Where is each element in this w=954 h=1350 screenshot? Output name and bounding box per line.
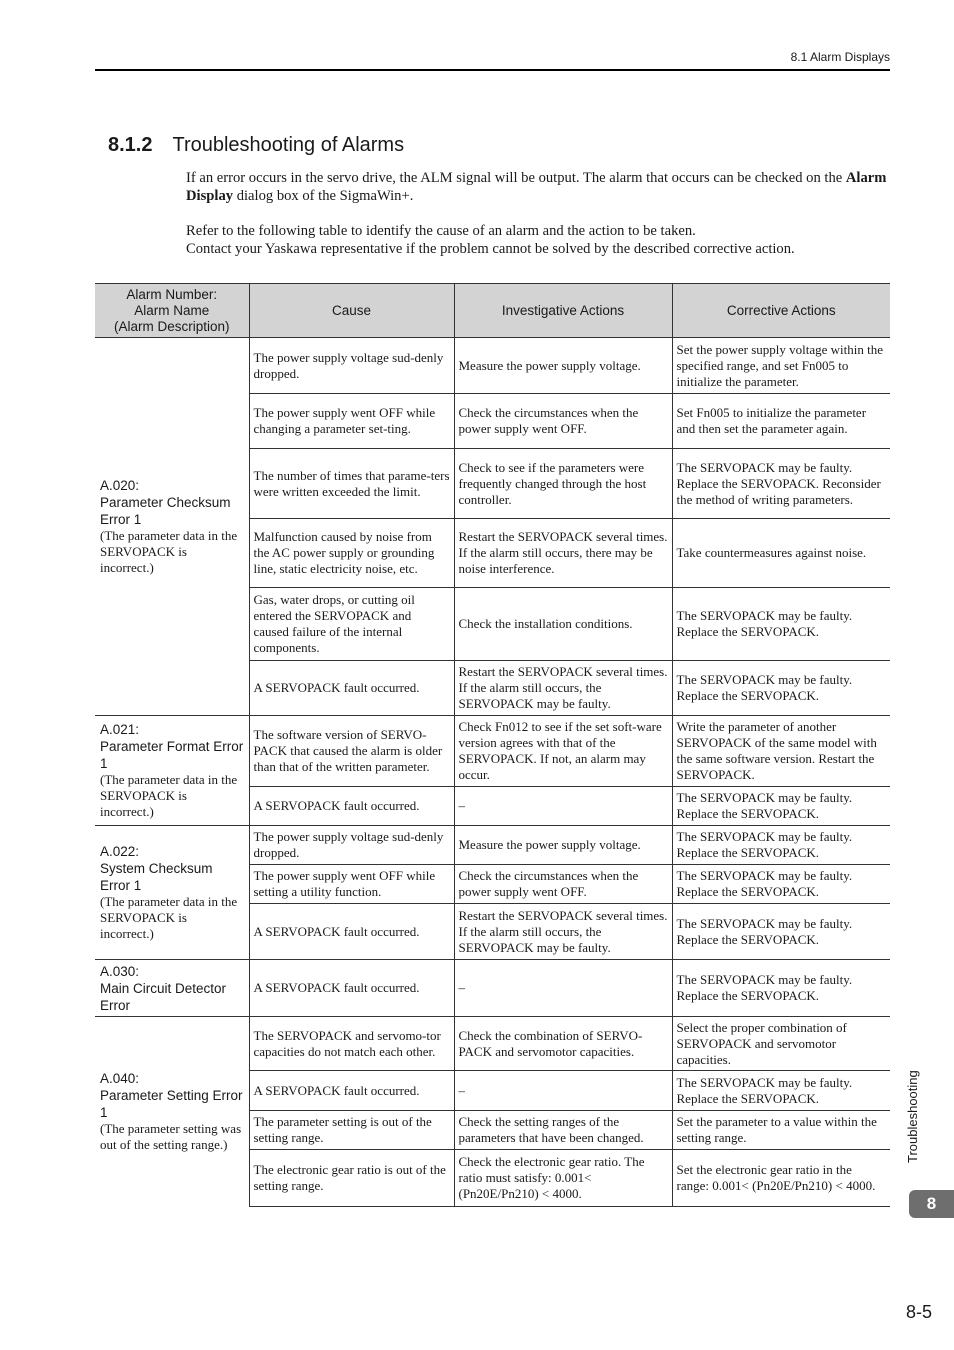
alarm-name: Parameter Setting Error 1 — [100, 1088, 243, 1121]
investigative-action-cell: – — [454, 787, 672, 826]
corrective-action-cell: The SERVOPACK may be faulty. Replace the SERVOPACK. Reconsider the method of writing parameters. — [672, 449, 890, 519]
investigative-action-cell: – — [454, 1071, 672, 1111]
cause-cell: The power supply went OFF while changing a parameter set-ting. — [249, 394, 454, 449]
cause-cell: Gas, water drops, or cutting oil entered the SERVOPACK and caused failure of the internal components. — [249, 588, 454, 661]
intro-paragraph-2 — [186, 222, 890, 258]
cause-cell: Malfunction caused by noise from the AC power supply or grounding line, static electricity noise, etc. — [249, 519, 454, 588]
investigative-action-cell: Check the circumstances when the power supply went OFF. — [454, 394, 672, 449]
investigative-action-cell: Check Fn012 to see if the set soft-ware version agrees with that of the SERVOPACK. If not, an alarm may occur. — [454, 716, 672, 787]
intro-paragraph-1 — [186, 169, 890, 205]
side-tab-label: Troubleshooting — [905, 1070, 920, 1163]
investigative-action-cell: Check the circumstances when the power supply went OFF. — [454, 865, 672, 904]
header-line: (Alarm Description) — [113, 318, 230, 334]
investigative-action-cell: Check to see if the parameters were frequently changed through the host controller. — [454, 449, 672, 519]
running-header: 8.1 Alarm Displays — [790, 50, 890, 64]
investigative-action-cell: – — [454, 960, 672, 1017]
alarm-name: Parameter Checksum Error 1 — [100, 495, 231, 527]
alarm-description: (The parameter data in the SERVOPACK is incorrect.) — [100, 894, 238, 941]
corrective-action-cell: Set the electronic gear ratio in the range: 0.001< (Pn20E/Pn210) < 4000. — [672, 1150, 890, 1207]
alarm-description: (The parameter setting was out of the setting range.) — [100, 1121, 242, 1153]
cause-cell: A SERVOPACK fault occurred. — [249, 661, 454, 716]
alarm-table-body — [95, 338, 890, 1207]
corrective-action-cell: The SERVOPACK may be faulty. Replace the SERVOPACK. — [672, 661, 890, 716]
intro-text: dialog box of the SigmaWin+. — [233, 188, 414, 204]
alarm-name: Parameter Format Error 1 — [100, 739, 244, 771]
table-row — [95, 338, 890, 394]
alarm-name: Main Circuit Detector Error — [100, 980, 227, 1013]
header-alarm-name — [95, 284, 249, 338]
alarm-number: A.021: — [100, 722, 140, 737]
section-heading: Troubleshooting of Alarms — [172, 134, 405, 156]
cause-cell: The SERVOPACK and servomo-tor capacities do not match each other. — [249, 1017, 454, 1071]
investigative-action-cell: Restart the SERVOPACK several times. If the alarm still occurs, the SERVOPACK may be faulty. — [454, 661, 672, 716]
corrective-action-cell: Select the proper combination of SERVOPACK and servomotor capacities. — [672, 1017, 890, 1071]
alarm-name-cell — [95, 338, 249, 716]
cause-cell: The electronic gear ratio is out of the setting range. — [249, 1150, 454, 1207]
corrective-action-cell: The SERVOPACK may be faulty. Replace the SERVOPACK. — [672, 904, 890, 960]
investigative-action-cell: Restart the SERVOPACK several times. If the alarm still occurs, the SERVOPACK may be faulty. — [454, 904, 672, 960]
corrective-action-cell: The SERVOPACK may be faulty. Replace the SERVOPACK. — [672, 588, 890, 661]
alarm-number: A.020: — [100, 478, 140, 493]
corrective-action-cell: Write the parameter of another SERVOPACK of the same model with the same software version. Restart the SERVOPACK. — [672, 716, 890, 787]
alarm-name: System Checksum Error 1 — [100, 861, 213, 893]
investigative-action-cell: Check the setting ranges of the parameters that have been changed. — [454, 1111, 672, 1150]
page-number: 8-5 — [905, 1302, 932, 1322]
header-line: Alarm Number: — [126, 286, 218, 302]
cause-cell: The software version of SERVO-PACK that caused the alarm is older than that of the written parameter. — [249, 716, 454, 787]
cause-cell: A SERVOPACK fault occurred. — [249, 1071, 454, 1111]
alarm-name-cell — [95, 826, 249, 960]
cause-cell: A SERVOPACK fault occurred. — [249, 787, 454, 826]
alarm-number: A.040: — [100, 1071, 140, 1087]
alarm-name-cell — [95, 1017, 249, 1207]
table-header-row — [95, 284, 890, 338]
cause-cell: The number of times that parame-ters were written exceeded the limit. — [249, 449, 454, 519]
section-title — [108, 134, 404, 157]
header-line: Alarm Name — [134, 302, 210, 318]
cause-cell: The power supply voltage sud-denly dropped. — [249, 826, 454, 865]
corrective-action-cell: Take countermeasures against noise. — [672, 519, 890, 588]
table-row — [95, 716, 890, 787]
corrective-action-cell: The SERVOPACK may be faulty. Replace the SERVOPACK. — [672, 787, 890, 826]
investigative-action-cell: Restart the SERVOPACK several times. If the alarm still occurs, there may be noise interference. — [454, 519, 672, 588]
alarm-number: A.022: — [100, 844, 140, 859]
intro-line: Contact your Yaskawa representative if the problem cannot be solved by the described corrective action. — [186, 241, 795, 257]
alarm-table — [95, 283, 890, 1207]
cause-cell: The power supply voltage sud-denly dropped. — [249, 338, 454, 394]
cause-cell: The power supply went OFF while setting a utility function. — [249, 865, 454, 904]
investigative-action-cell: Check the electronic gear ratio. The ratio must satisfy: 0.001< (Pn20E/Pn210) < 4000. — [454, 1150, 672, 1207]
section-number: 8.1.2 — [108, 134, 153, 156]
corrective-action-cell: The SERVOPACK may be faulty. Replace the SERVOPACK. — [672, 1071, 890, 1111]
alarm-display-term: Alarm Display — [186, 170, 887, 204]
intro-line: Refer to the following table to identify the cause of an alarm and the action to be taken. — [186, 223, 696, 239]
investigative-action-cell: Measure the power supply voltage. — [454, 826, 672, 865]
alarm-description: (The parameter data in the SERVOPACK is incorrect.) — [100, 772, 238, 819]
intro-text: If an error occurs in the servo drive, the ALM signal will be output. The alarm that occurs can be checked on the — [186, 170, 846, 186]
corrective-action-cell: The SERVOPACK may be faulty. Replace the SERVOPACK. — [672, 960, 890, 1017]
header-investigative: Investigative Actions — [454, 284, 672, 338]
cause-cell: A SERVOPACK fault occurred. — [249, 904, 454, 960]
cause-cell: A SERVOPACK fault occurred. — [249, 960, 454, 1017]
chapter-tab: 8 — [909, 1190, 954, 1218]
corrective-action-cell: The SERVOPACK may be faulty. Replace the SERVOPACK. — [672, 865, 890, 904]
corrective-action-cell: Set Fn005 to initialize the parameter and then set the parameter again. — [672, 394, 890, 449]
corrective-action-cell: Set the power supply voltage within the specified range, and set Fn005 to initialize the parameter. — [672, 338, 890, 394]
table-row — [95, 960, 890, 1017]
alarm-number: A.030: — [100, 963, 140, 979]
cause-cell: The parameter setting is out of the setting range. — [249, 1111, 454, 1150]
header-cause: Cause — [249, 284, 454, 338]
investigative-action-cell: Check the combination of SERVO-PACK and servomotor capacities. — [454, 1017, 672, 1071]
corrective-action-cell: Set the parameter to a value within the setting range. — [672, 1111, 890, 1150]
header-rule — [95, 69, 890, 71]
header-corrective: Corrective Actions — [672, 284, 890, 338]
alarm-name-cell — [95, 716, 249, 826]
corrective-action-cell: The SERVOPACK may be faulty. Replace the SERVOPACK. — [672, 826, 890, 865]
table-row — [95, 1017, 890, 1071]
alarm-name-cell — [95, 960, 249, 1017]
alarm-description: (The parameter data in the SERVOPACK is incorrect.) — [100, 528, 238, 575]
investigative-action-cell: Measure the power supply voltage. — [454, 338, 672, 394]
investigative-action-cell: Check the installation conditions. — [454, 588, 672, 661]
table-row — [95, 826, 890, 865]
